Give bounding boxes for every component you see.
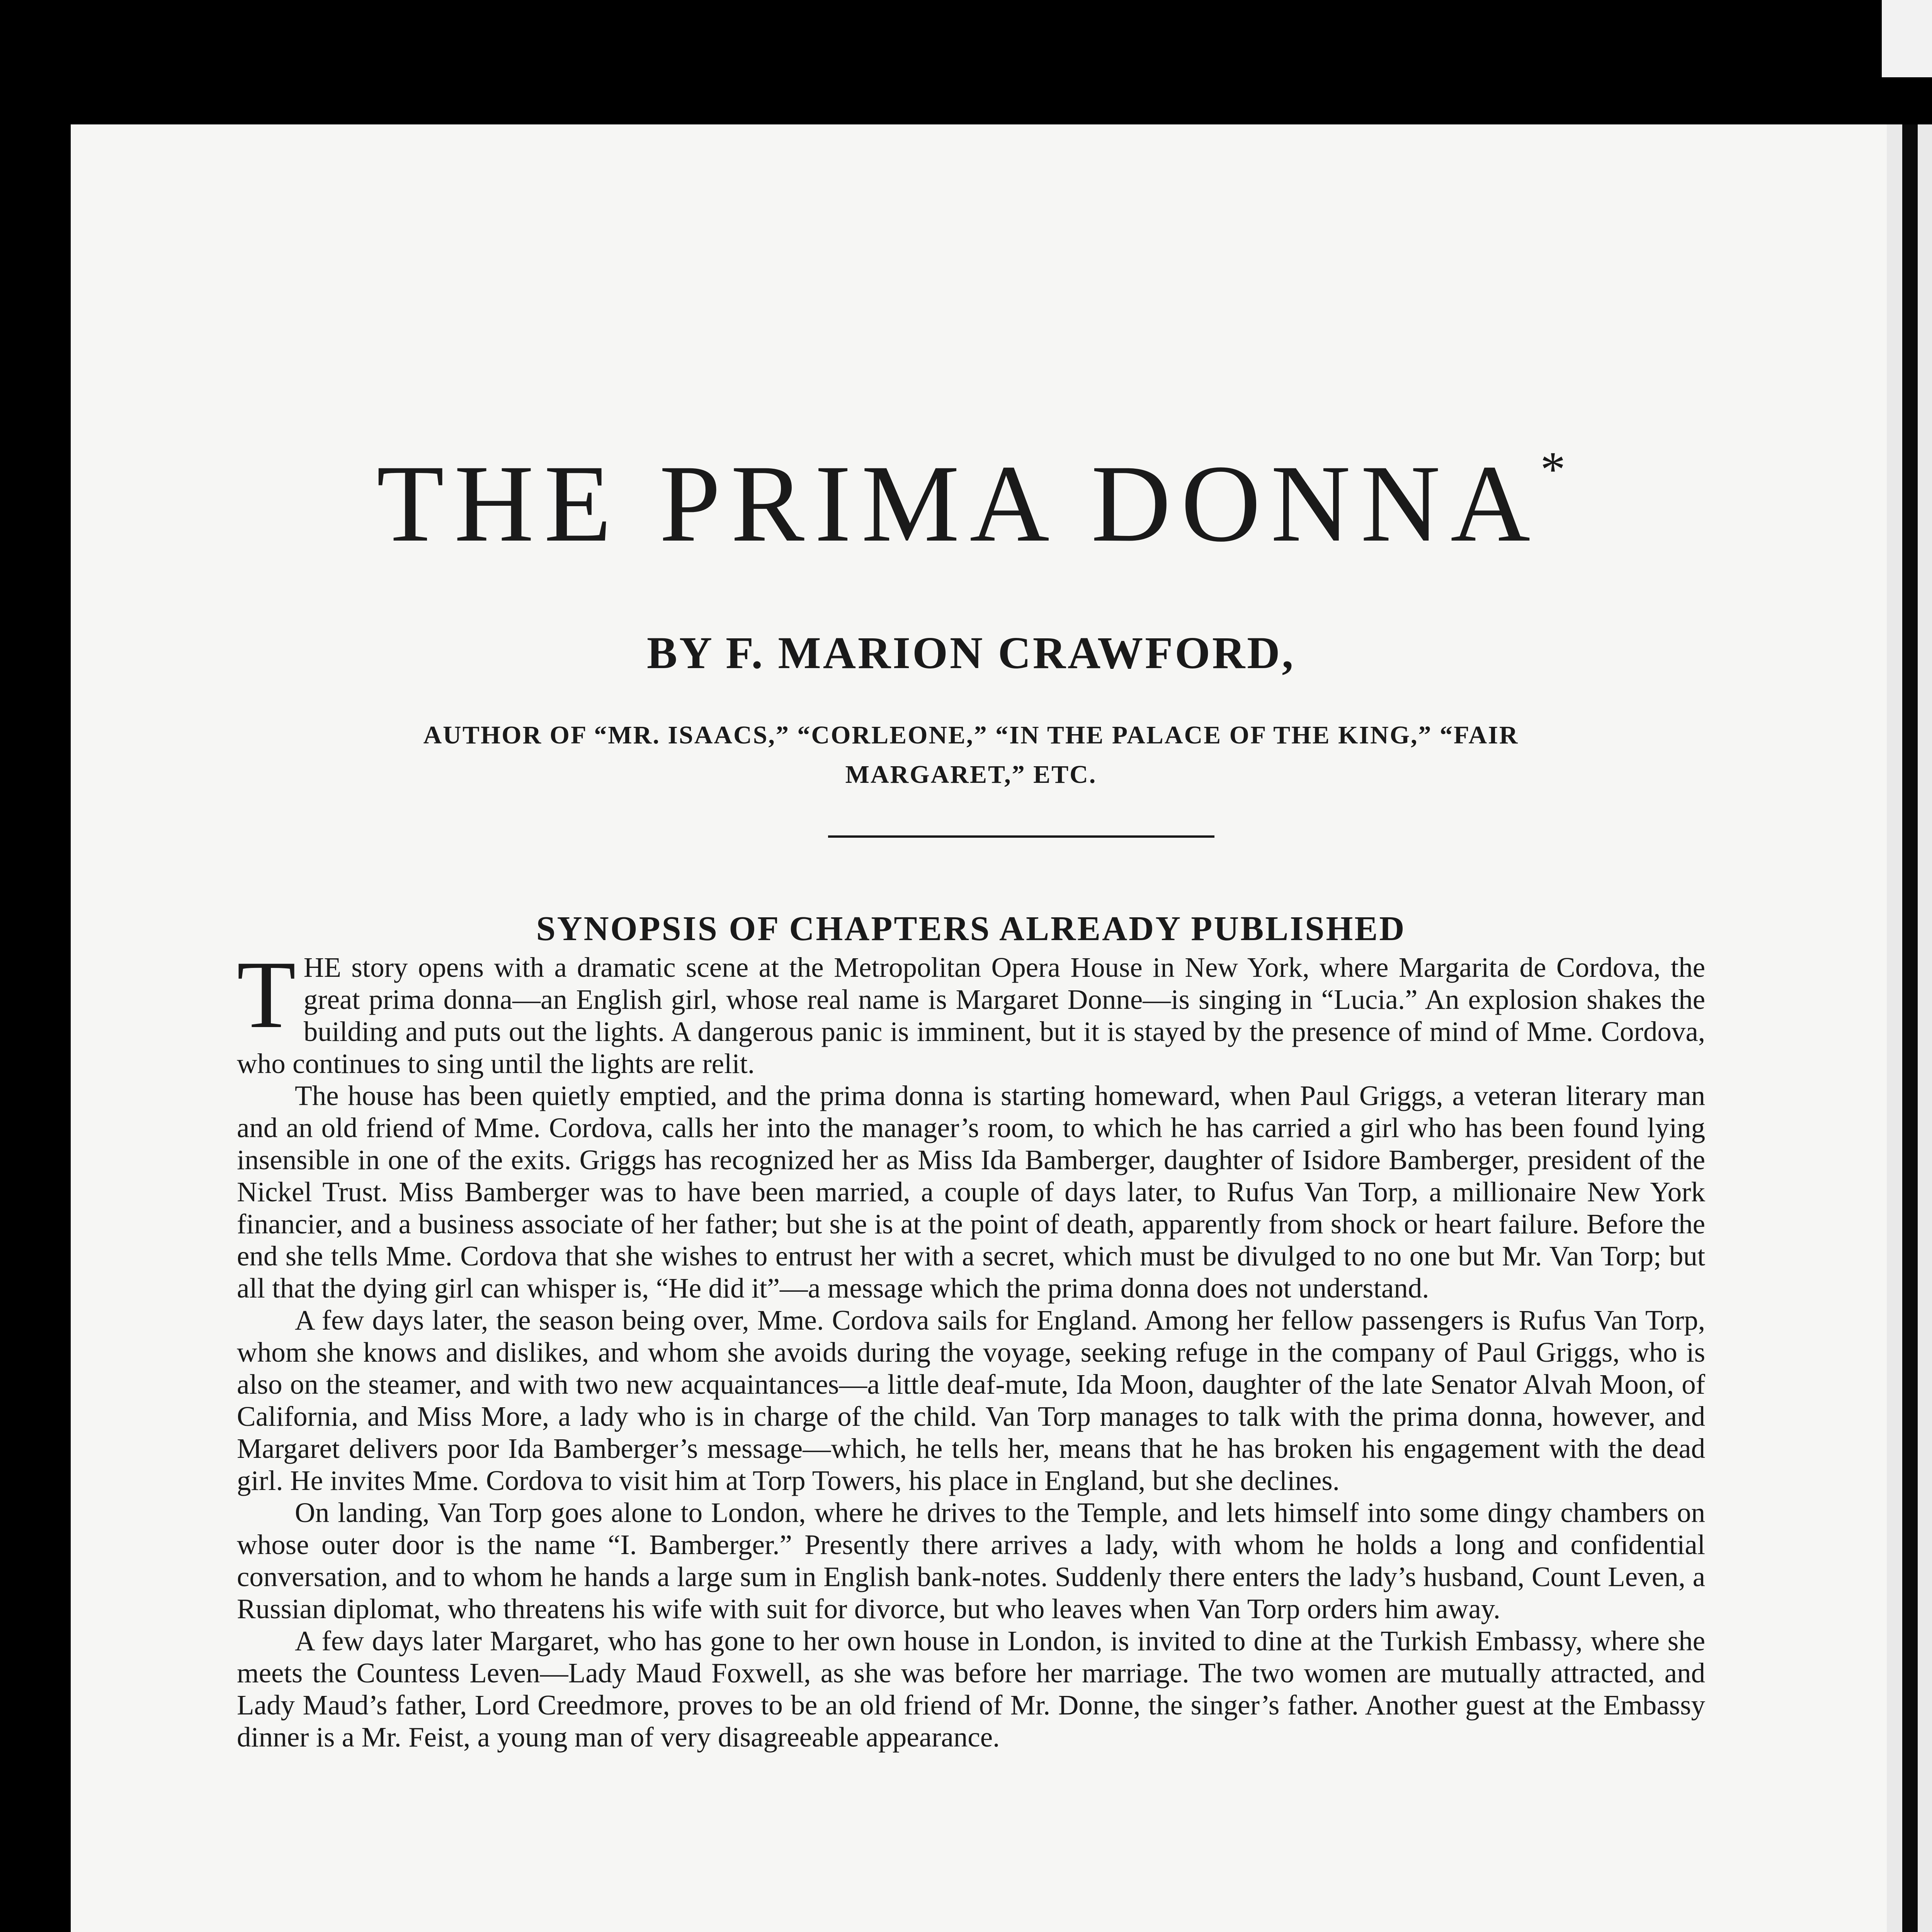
synopsis-paragraph: A few days later, the season being over, Mme. Cordova sails for England. Among her fellow passengers is Rufus Van Torp, whom she knows and dislikes, and whom she avoids during the voyage, seeking refuge in the company of Paul Griggs, who is also on the steamer, and with two new acquaintances—a little deaf-mute, Ida Moon, daughter of the late Senator Alvah Moon, of California, and Miss More, a lady who is in charge of the child. Van Torp manages to talk with the prima donna, however, and Margaret delivers poor Ida Bamberger’s message—which, he tells her, means that he has broken his engagement with the dead girl. He invites Mme. Cordova to visit him at Torp Towers, his place in England, but she declines.: [237, 1304, 1705, 1496]
story-title: [237, 442, 1705, 565]
drop-cap: T: [237, 941, 296, 1048]
byline: BY F. MARION CRAWFORD,: [647, 628, 1295, 678]
story-title-text: THE PRIMA DONNA: [376, 442, 1541, 565]
divider-rule: [828, 835, 1214, 838]
scan-border-top: [0, 0, 1932, 124]
synopsis-body: [237, 941, 1705, 1753]
scan-corner: [1882, 0, 1932, 77]
author-credits: AUTHOR OF “MR. ISAACS,” “CORLEONE,” “IN THE PALACE OF THE KING,” “FAIR MARGARET,” ETC.: [423, 721, 1519, 789]
synopsis-first-text: HE story opens with a dramatic scene at the Metropolitan Opera House in New York, where Margarita de Cordova, the great prima donna—an English girl, whose real name is Margaret Donne—is singing in “Lucia.” An explosion shakes the building and puts out the lights. A dangerous panic is imminent, but it is stayed by the presence of mind of Mme. Cordova, who continues to sing until the lights are relit.: [237, 952, 1705, 1079]
adjacent-page-edge: [1887, 124, 1932, 1932]
synopsis-paragraph: A few days later Margaret, who has gone to her own house in London, is invited to dine at the Turkish Embassy, where she meets the Countess Leven—Lady Maud Foxwell, as she was before her marriage. The two women are mutually attracted, and Lady Maud’s father, Lord Creedmore, proves to be an old friend of Mr. Donne, the singer’s father. Another guest at the Embassy dinner is a Mr. Feist, a young man of very disagreeable appearance.: [237, 1625, 1705, 1753]
magazine-page: [71, 124, 1887, 1932]
synopsis-paragraph: The house has been quietly emptied, and the prima donna is starting homeward, when Paul Griggs, a veteran literary man and an old friend of Mme. Cordova, calls her into the manager’s room, to which he has carried a girl who has been found lying insensible in one of the exits. Griggs has recognized her as Miss Ida Bamberger, daughter of Isidore Bamberger, president of the Nickel Trust. Miss Bamberger was to have been married, a couple of days later, to Rufus Van Torp, a millionaire New York financier, and a business associate of her father; but she is at the point of death, apparently from shock or heart failure. Before the end she tells Mme. Cordova that she wishes to entrust her with a secret, which must be divulged to no one but Mr. Van Torp; but all that the dying girl can whisper is, “He did it”—a message which the prima donna does not understand.: [237, 1080, 1705, 1304]
synopsis-heading: SYNOPSIS OF CHAPTERS ALREADY PUBLISHED: [536, 910, 1406, 948]
page-gutter-shadow: [1902, 124, 1918, 1932]
synopsis-paragraph: On landing, Van Torp goes alone to London, where he drives to the Temple, and lets himself into some dingy chambers on whose outer door is the name “I. Bamberger.” Presently there arrives a lady, with whom he holds a long and confidential conversation, and to whom he hands a large sum in English bank-notes. Suddenly there enters the lady’s husband, Count Leven, a Russian diplomat, who threatens his wife with suit for divorce, but who leaves when Van Torp orders him away.: [237, 1497, 1705, 1624]
title-footnote-mark: *: [1540, 442, 1566, 497]
synopsis-paragraph: [237, 941, 1705, 1080]
